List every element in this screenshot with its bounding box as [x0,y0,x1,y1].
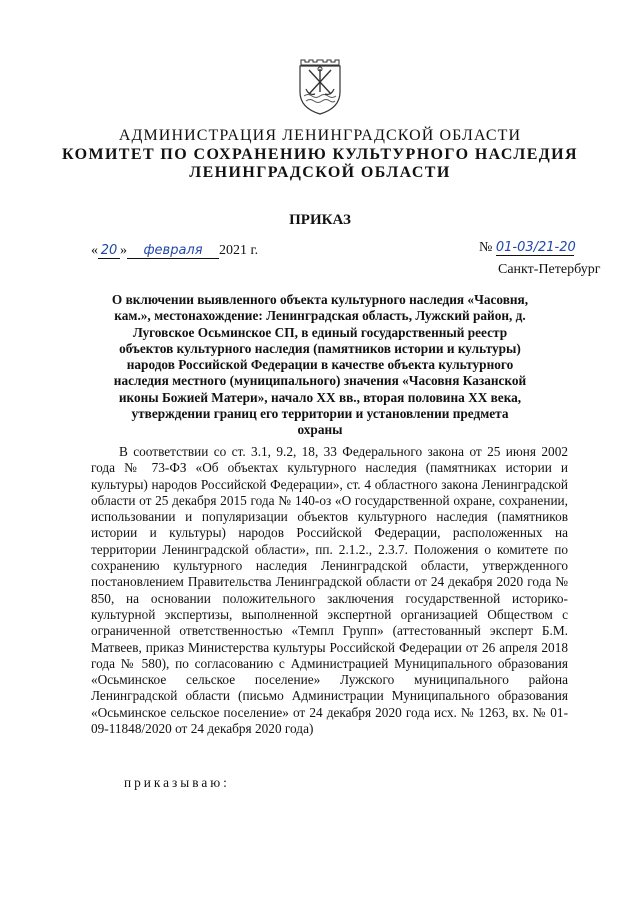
date-year: 2021 г. [219,243,259,258]
document-subject: О включении выявленного объекта культурного наследия «Часовня, кам.», местонахождение: Ленинградская область, Лужский район, д. Луговское Осьминское СП, в единый государственный реестр объектов культурного наследия (памятников истории и культуры) народов Российской Федерации в качестве объекта культурного наследия местного (муниципального) значения «Часовня Казанской иконы Божией Матери», начало XX вв., вторая половина XX века, утверждении границ его территории и установлении предмета охраны [111,292,529,438]
document-title: ПРИКАЗ [289,212,351,228]
date-quote-close: » [120,243,127,258]
document-number [479,240,574,256]
agency-name-line3: ЛЕНИНГРАДСКОЙ ОБЛАСТИ [189,164,451,181]
date-month: февраля [127,244,219,259]
order-word: приказываю: [124,775,230,790]
agency-name-line2: КОМИТЕТ ПО СОХРАНЕНИЮ КУЛЬТУРНОГО НАСЛЕДИЯ [62,146,578,163]
date-quote-open: « [91,243,98,258]
body-paragraph: В соответствии со ст. 3.1, 9.2, 18, 33 Федерального закона от 25 июня 2002 года № 73-ФЗ «Об объектах культурного наследия (памятниках истории и культуры) народов Российской Федерации», ст. 4 областного закона Ленинградской области от 25 декабря 2015 года № 140-оз «О государственной охране, сохранении, использовании и популяризации объектов культурного наследия (памятников истории и культуры) народов Российской Федерации, расположенных на территории Ленинградской области», пп. 2.1.2., 2.3.7. Положения о комитете по сохранению культурного наследия Ленинградской области, утвержденного постановлением Правительства Ленинградской области от 24 декабря 2020 года № 850, на основании положительного заключения государственной историко-культурной экспертизы, выполненной экспертной организацией Обществом с ограниченной ответственностью «Темпл Групп» (аттестованный эксперт Б.М. Матвеев, приказ Министерства культуры Российской Федерации от 26 апреля 2018 года № 580), по согласованию с Администрацией Муниципального образования «Осьминское сельское поселение» Лужского муниципального района Ленинградской области (письмо Администрации Муниципального образования «Осьминское сельское поселение» от 24 декабря 2020 года исх. № 1263, вх. № 01-09-11848/2020 от 24 декабря 2020 года) [91,444,568,737]
document-city: Санкт-Петербург [498,262,601,277]
agency-name-line1: АДМИНИСТРАЦИЯ ЛЕНИНГРАДСКОЙ ОБЛАСТИ [118,127,522,144]
number-value: 01-03/21-20 [495,240,576,255]
coat-of-arms-icon [295,56,345,116]
number-prefix: № [479,240,493,255]
date-day: 20 [98,244,120,259]
document-date [91,243,258,259]
